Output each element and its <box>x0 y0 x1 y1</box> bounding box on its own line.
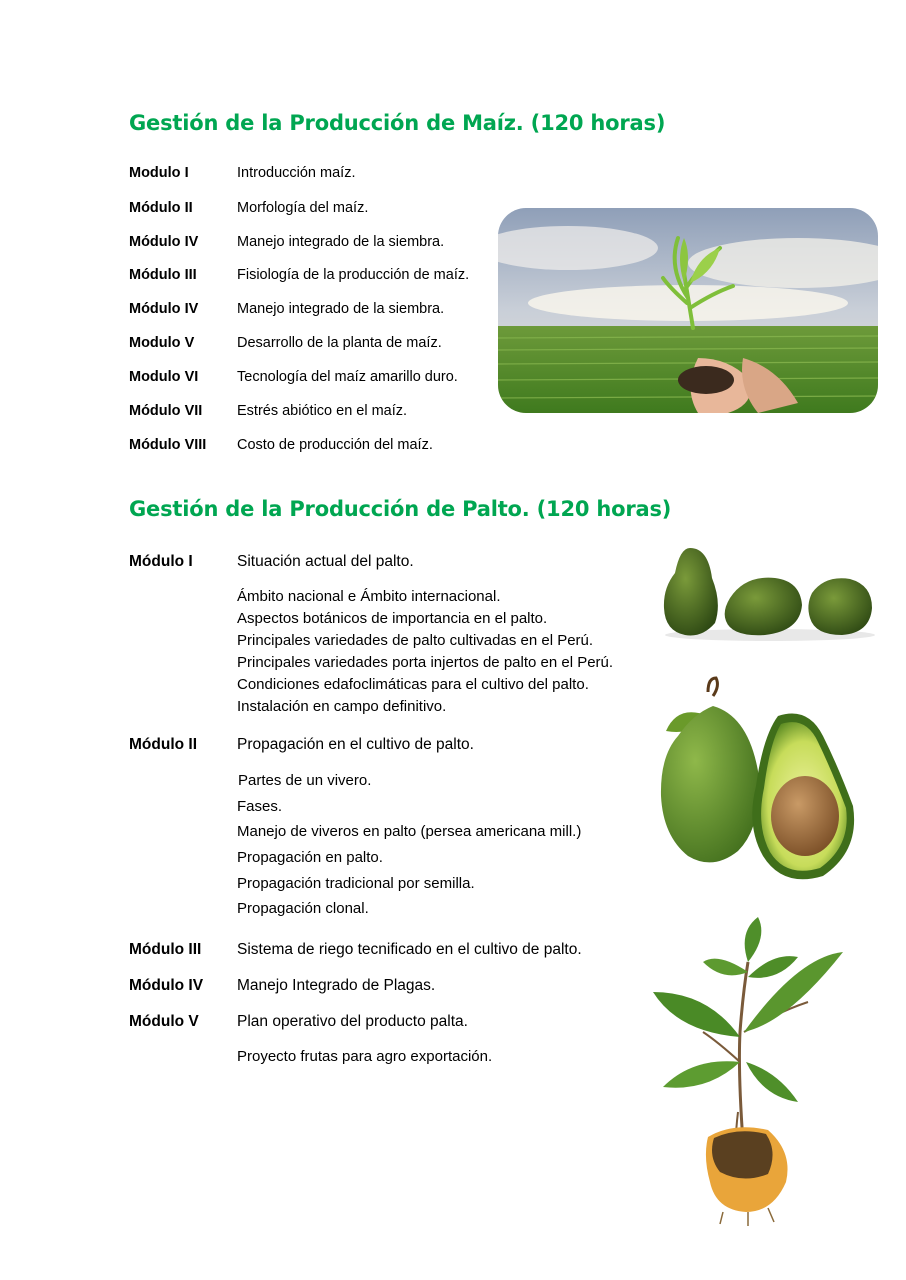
module-description: Introducción maíz. <box>237 165 356 181</box>
corn-seedling-image <box>498 208 878 413</box>
module-description: Morfología del maíz. <box>237 200 369 216</box>
module-label: Módulo III <box>129 941 202 958</box>
palto-section-title: Gestión de la Producción de Palto. (120 horas) <box>129 497 672 521</box>
module-description: Tecnología del maíz amarillo duro. <box>237 369 458 385</box>
module-description: Estrés abiótico en el maíz. <box>237 403 408 419</box>
list-item: Condiciones edafoclimáticas para el cultivo del palto. <box>237 676 589 693</box>
module-label: Módulo I <box>129 553 193 570</box>
module-description: Situación actual del palto. <box>237 553 414 570</box>
list-item: Propagación en palto. <box>237 849 383 866</box>
list-item: Principales variedades porta injertos de palto en el Perú. <box>237 654 614 671</box>
module-label: Módulo II <box>129 736 198 753</box>
module-label: Módulo IV <box>129 234 199 250</box>
module-description: Manejo integrado de la siembra. <box>237 301 445 317</box>
module-label: Módulo VIII <box>129 437 207 453</box>
list-item: Propagación clonal. <box>237 900 369 917</box>
module-label: Modulo V <box>129 335 195 351</box>
module-description: Costo de producción del maíz. <box>237 437 433 453</box>
module-description: Fisiología de la producción de maíz. <box>237 267 470 283</box>
list-item: Propagación tradicional por semilla. <box>237 875 475 892</box>
module-label: Modulo VI <box>129 369 199 385</box>
list-item: Partes de un vivero. <box>238 772 372 789</box>
module-label: Módulo IV <box>129 977 204 994</box>
list-item: Aspectos botánicos de importancia en el palto. <box>237 610 548 627</box>
module-description: Plan operativo del producto palta. <box>237 1013 468 1030</box>
module-description: Manejo integrado de la siembra. <box>237 234 445 250</box>
module-label: Módulo IV <box>129 301 199 317</box>
list-item: Instalación en campo definitivo. <box>237 698 447 715</box>
halved-avocado-image <box>658 676 863 886</box>
avocados-image <box>660 543 880 643</box>
avocado-seedling-image <box>648 912 848 1227</box>
module-description: Sistema de riego tecnificado en el cultivo de palto. <box>237 941 582 958</box>
module-label: Módulo II <box>129 200 193 216</box>
list-item: Fases. <box>237 798 283 815</box>
module-label: Módulo III <box>129 267 197 283</box>
maiz-section-title: Gestión de la Producción de Maíz. (120 horas) <box>129 111 666 135</box>
module-description: Propagación en el cultivo de palto. <box>237 736 474 753</box>
list-item: Proyecto frutas para agro exportación. <box>237 1048 493 1065</box>
list-item: Ámbito nacional e Ámbito internacional. <box>237 588 501 605</box>
module-label: Modulo I <box>129 165 189 181</box>
module-description: Desarrollo de la planta de maíz. <box>237 335 442 351</box>
module-label: Módulo VII <box>129 403 203 419</box>
module-description: Manejo Integrado de Plagas. <box>237 977 436 994</box>
list-item: Manejo de viveros en palto (persea americana mill.) <box>237 823 582 840</box>
list-item: Principales variedades de palto cultivadas en el Perú. <box>237 632 594 649</box>
module-label: Módulo V <box>129 1013 199 1030</box>
